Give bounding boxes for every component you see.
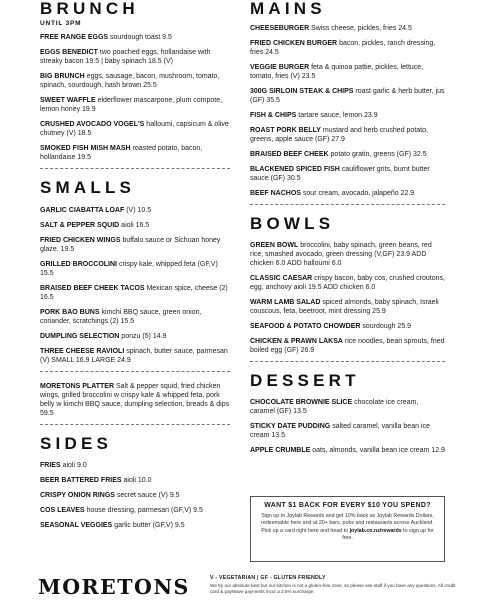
menu-item-description: kimchi BBQ sauce, green onion, coriander, scratchings (2) 15.5 xyxy=(40,309,202,325)
brunch-list xyxy=(40,33,230,162)
rewards-promo-box xyxy=(250,496,445,562)
menu-item xyxy=(250,24,445,33)
menu-item-name: CRUSHED AVOCADO VOGEL'S xyxy=(40,121,145,128)
menu-item-description: aioli 10.0 xyxy=(123,477,152,484)
menu-item-name: STICKY DATE PUDDING xyxy=(250,423,331,430)
menu-item xyxy=(40,347,230,365)
smalls-list xyxy=(40,206,230,365)
menu-item-name: GREEN BOWL xyxy=(250,242,299,249)
menu-item xyxy=(250,165,445,183)
menu-item xyxy=(40,461,230,470)
smalls-section xyxy=(40,179,230,365)
menu-item-name: SMOKED FISH MISH MASH xyxy=(40,145,131,152)
promo-body xyxy=(261,513,434,542)
allergy-surcharge-note: We try our absolute best but our kitchen is not a gluten-free zone, so please see staff if you have any questions. All credit card & payWave payments incur a 2.5% surcharge. xyxy=(210,583,456,594)
moretons-logo: MORETONS xyxy=(38,575,190,599)
menu-item-description: two poached eggs, hollandaise with streaky bacon 19.5 | baby spinach 18.5 (V) xyxy=(40,49,211,65)
menu-item-description: spiced almonds, baby spinach, Israeli couscous, feta, beetroot, mint dressing 25.9 xyxy=(250,299,439,315)
menu-item xyxy=(40,72,230,90)
bowls-section xyxy=(250,215,445,355)
menu-item-description: crispy kale, whipped feta (GF,V) 15.5 xyxy=(40,261,218,277)
sides-list xyxy=(40,461,230,530)
bowls-list xyxy=(250,241,445,355)
menu-item-description: sourdough toast 9.5 xyxy=(110,34,172,41)
menu-item-name: SALT & PEPPER SQUID xyxy=(40,222,120,229)
brunch-subtitle: UNTIL 3PM xyxy=(40,20,82,27)
divider xyxy=(250,361,445,362)
menu-item-name: FRIES xyxy=(40,462,61,469)
sides-title: SIDES xyxy=(40,434,113,453)
platter-desc: Salt & pepper squid, fried chicken wings, grilled broccolini w crispy kale & whipped feta, pork belly w kimchi BBQ sauce, dumpling selection, breads & dips 59.5 xyxy=(40,383,230,417)
menu-item-description: elderflower mascarpone, plum compote, lemon honey 19.9 xyxy=(40,97,223,113)
menu-item-description: Mexican spice, cheese (2) 16.5 xyxy=(40,285,228,301)
menu-item xyxy=(40,521,230,530)
menu-item-name: SEAFOOD & POTATO CHOWDER xyxy=(250,323,361,330)
menu-item-description: Swiss cheese, pickles, fries 24.5 xyxy=(311,25,412,32)
dessert-title: DESSERT xyxy=(250,371,360,390)
menu-item-description: (V) 10.5 xyxy=(126,207,152,214)
menu-item-name: THREE CHEESE RAVIOLI xyxy=(40,348,125,355)
menu-item-description: sourdough 25.9 xyxy=(362,323,412,330)
menu-item-description: secret sauce (V) 9.5 xyxy=(116,492,180,499)
menu-item-name: SEASONAL VEGGIES xyxy=(40,522,113,529)
menu-item-description: house dressing, parmesan (GF,V) 9.5 xyxy=(86,507,203,514)
menu-item-name: WARM LAMB SALAD xyxy=(250,299,321,306)
menu-item-description: sour cream, avocado, jalapeño 22.9 xyxy=(302,190,415,197)
menu-item-name: VEGGIE BURGER xyxy=(250,64,310,71)
menu-item-name: DUMPLING SELECTION xyxy=(40,333,120,340)
rewards-link[interactable]: joylab.co.nz/rewards xyxy=(349,527,402,534)
brunch-section xyxy=(40,0,230,162)
menu-item-description: garlic butter (GF,V) 9.5 xyxy=(114,522,185,529)
smalls-title: SMALLS xyxy=(40,178,136,197)
menu-item xyxy=(250,298,445,316)
menu-item-name: BLACKENED SPICED FISH xyxy=(250,166,340,173)
menu-item xyxy=(250,241,445,268)
platter-name: MORETONS PLATTER xyxy=(40,383,115,390)
menu-item xyxy=(40,260,230,278)
menu-item-description: rice noodles, bean sprouts, fried boiled egg (GF) 26.9 xyxy=(250,338,445,354)
menu-item xyxy=(40,96,230,114)
menu-item-name: GRILLED BROCCOLINI xyxy=(40,261,117,268)
menu-item xyxy=(250,398,445,416)
sides-section xyxy=(40,435,230,530)
menu-item xyxy=(40,206,230,215)
menu-item xyxy=(40,506,230,515)
menu-item-name: PORK BAO BUNS xyxy=(40,309,100,316)
menu-item-name: BEEF NACHOS xyxy=(250,190,301,197)
menu-item-description: aioli 9.0 xyxy=(62,462,87,469)
footer-note xyxy=(210,575,460,595)
right-column xyxy=(250,0,445,461)
menu-item-description: buffalo sauce or Sichuan honey glaze. 19.5 xyxy=(40,237,221,253)
left-column xyxy=(40,0,230,536)
menu-item xyxy=(40,332,230,341)
menu-item xyxy=(250,322,445,331)
menu-item-name: ROAST PORK BELLY xyxy=(250,127,321,134)
dessert-list xyxy=(250,398,445,455)
menu-item xyxy=(250,150,445,159)
menu-item-name: FISH & CHIPS xyxy=(250,112,297,119)
menu-item-name: BRAISED BEEF CHEEK xyxy=(250,151,329,158)
menu-item xyxy=(250,446,445,455)
menu-item xyxy=(250,126,445,144)
menu-item-description: potato gratin, greens (GF) 32.5 xyxy=(330,151,427,158)
menu-item xyxy=(250,87,445,105)
menu-item-description: oats, almonds, vanilla bean ice cream 12.9 xyxy=(312,447,445,454)
platter-item xyxy=(40,382,230,418)
bowls-title: BOWLS xyxy=(250,214,335,233)
menu-item-description: roast garlic & herb butter, jus (GF) 35.5 xyxy=(250,88,445,104)
menu-item-name: GARLIC CIABATTA LOAF xyxy=(40,207,125,214)
promo-body-text-end: to sign up for free. xyxy=(342,527,434,541)
menu-item xyxy=(40,33,230,42)
menu-item-name: CHICKEN & PRAWN LAKSA xyxy=(250,338,343,345)
menu-item xyxy=(40,491,230,500)
dietary-legend: V - VEGETARIAN | GF - GLUTEN FRIENDLY xyxy=(210,575,326,581)
mains-section xyxy=(250,0,445,198)
menu-item-description: spinach, butter sauce, parmesan (V) SMALL 16.9 LARGE 24.9 xyxy=(40,348,228,364)
menu-item xyxy=(250,189,445,198)
promo-title: WANT $1 BACK FOR EVERY $10 YOU SPEND? xyxy=(264,502,431,509)
brunch-title: BRUNCH xyxy=(40,0,139,18)
menu-item xyxy=(250,422,445,440)
promo-body-text: Sign up to Joylab Rewards and get 10% back as Joylab Rewards Dollars, redeemable here and at 20+ bars, pubs and restaurants across Auckland. Pick up a card right here and head to xyxy=(261,513,434,534)
menu-item-description: feta & quinoa pattie, pickles, lettuce, tomato, fries (V) 23.5 xyxy=(250,64,424,80)
menu-item-description: ponzu (5) 14.9 xyxy=(121,333,167,340)
menu-item xyxy=(40,120,230,138)
menu-item xyxy=(250,111,445,120)
divider xyxy=(40,424,230,425)
menu-item-description: aioli 16.5 xyxy=(121,222,150,229)
menu-item-name: 300G SIRLOIN STEAK & CHIPS xyxy=(250,88,354,95)
menu-item-name: CLASSIC CAESAR xyxy=(250,275,313,282)
menu-item-description: cauliflower grits, burnt butter sauce (GF) 30.5 xyxy=(250,166,430,182)
menu-item xyxy=(250,63,445,81)
menu-item-description: crispy bacon, baby cos, crushed croutons, egg, anchovy aioli 19.5 ADD chicken 6.0 xyxy=(250,275,445,291)
menu-item-name: FREE RANGE EGGS xyxy=(40,34,109,41)
menu-item-description: broccolini, baby spinach, green beans, red rice, smashed avocado, green dressing (V,GF) 23.9 ADD chicken 6.0 ADD halloumi 6.0 xyxy=(250,242,432,267)
menu-item-name: FRIED CHICKEN WINGS xyxy=(40,237,121,244)
menu-item-description: roasted potato, bacon, hollandaise 19.5 xyxy=(40,145,203,161)
menu-item-name: EGGS BENEDICT xyxy=(40,49,98,56)
menu-item-description: mustard and herb crushed potato, greens, apple sauce (GF) 27.9 xyxy=(250,127,428,143)
menu-item xyxy=(40,308,230,326)
menu-item xyxy=(250,274,445,292)
menu-item-name: BIG BRUNCH xyxy=(40,73,85,80)
menu-item xyxy=(40,236,230,254)
menu-item-description: bacon, pickles, ranch dressing, fries 24.5 xyxy=(250,40,436,56)
menu-item xyxy=(40,284,230,302)
menu-item xyxy=(250,39,445,57)
menu-item-name: CRISPY ONION RINGS xyxy=(40,492,115,499)
dessert-section xyxy=(250,372,445,455)
menu-item-name: SWEET WAFFLE xyxy=(40,97,96,104)
mains-title: MAINS xyxy=(250,0,326,18)
menu-item-name: BRAISED BEEF CHEEK TACOS xyxy=(40,285,145,292)
menu-item-description: salted caramel, vanilla bean ice cream 13.5 xyxy=(250,423,430,439)
menu-item xyxy=(40,144,230,162)
menu-item xyxy=(40,48,230,66)
menu-item-description: eggs, sausage, bacon, mushroom, tomato, spinach, sourdough, hash brown 25.5 xyxy=(40,73,220,89)
divider xyxy=(250,204,445,205)
menu-item xyxy=(250,337,445,355)
menu-item-description: tartare sauce, lemon 23.9 xyxy=(298,112,378,119)
menu-item-name: FRIED CHICKEN BURGER xyxy=(250,40,338,47)
menu-item-name: CHEESEBURGER xyxy=(250,25,310,32)
divider xyxy=(40,168,230,169)
menu-item-name: COS LEAVES xyxy=(40,507,85,514)
menu-item xyxy=(40,221,230,230)
menu-item xyxy=(40,476,230,485)
menu-item-name: CHOCOLATE BROWNIE SLICE xyxy=(250,399,353,406)
divider xyxy=(40,371,230,372)
menu-item-description: chocolate ice cream, caramel (GF) 13.5 xyxy=(250,399,419,415)
menu-item-name: BEER BATTERED FRIES xyxy=(40,477,122,484)
mains-list xyxy=(250,24,445,198)
menu-item-description: halloumi, capsicum & olive chutney (V) 18.5 xyxy=(40,121,229,137)
menu-item-name: APPLE CRUMBLE xyxy=(250,447,311,454)
